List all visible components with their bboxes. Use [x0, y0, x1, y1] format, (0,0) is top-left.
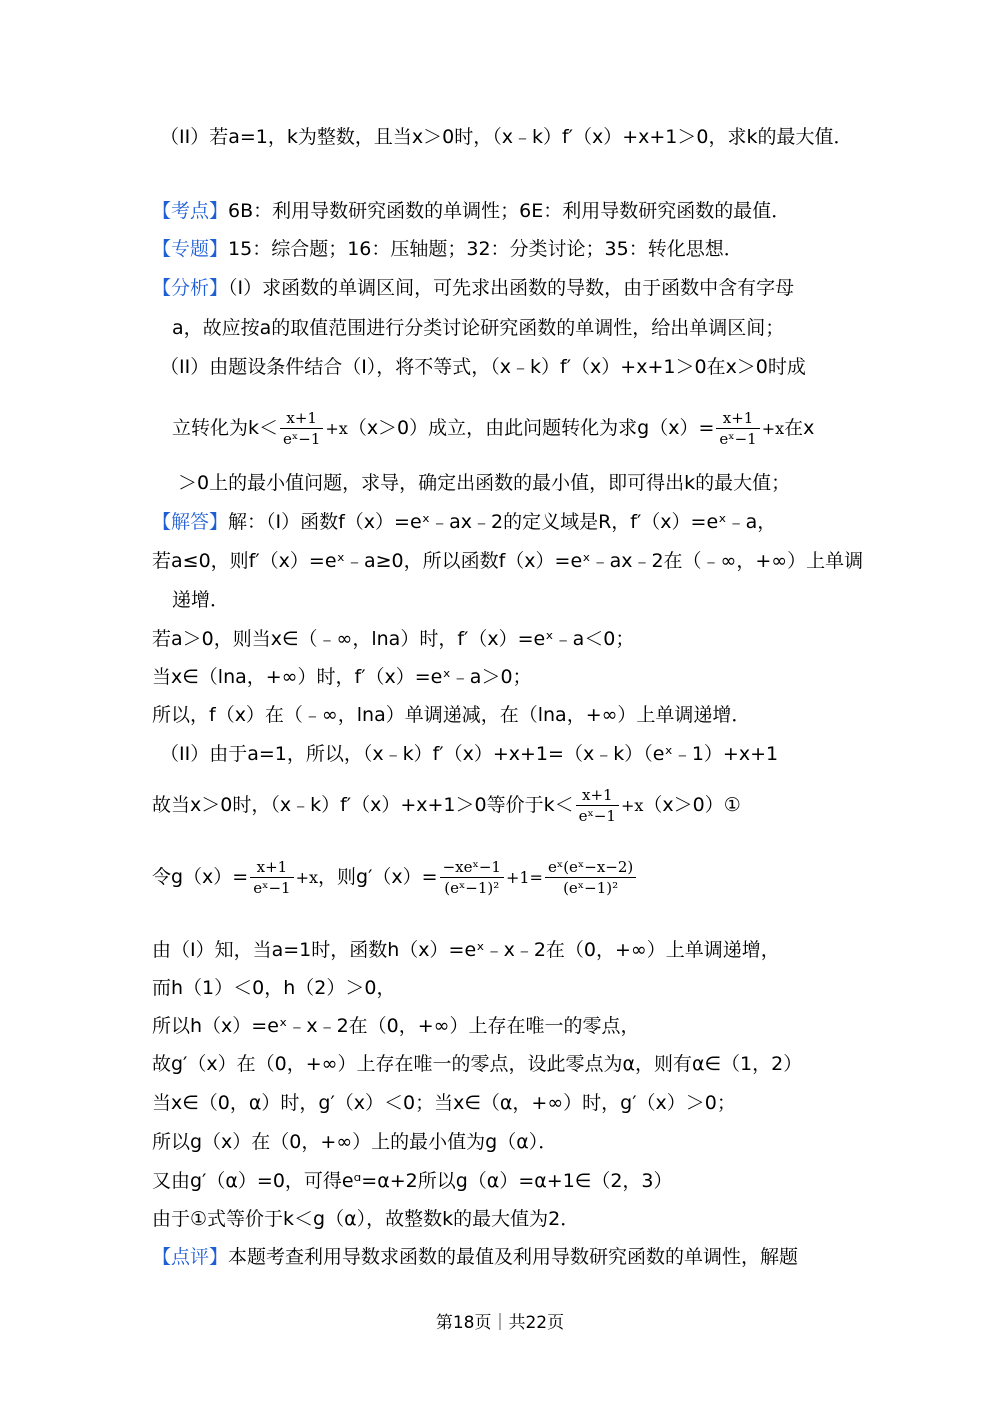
fraction-tail: +x	[295, 868, 319, 887]
fraction-numerator: x+1	[286, 409, 317, 427]
fraction-tail: +x	[620, 796, 644, 815]
fraction-denominator: eˣ−1	[250, 877, 293, 898]
jieda-line-12: 所以h（x）=eˣ﹣x﹣2在（0，+∞）上存在唯一的零点，	[152, 1015, 640, 1037]
fraction-tail: +x	[761, 419, 785, 438]
question-2: （II）若a=1，k为整数，且当x＞0时，（x﹣k）f′（x）+x+1＞0，求k的最大值．	[160, 126, 853, 148]
kaodian-text: 6B：利用导数研究函数的单调性；6E：利用导数研究函数的最值．	[228, 200, 791, 222]
zhuanti-tag: 【专题】	[152, 238, 229, 260]
fraction-tail: +x	[325, 419, 348, 438]
kaodian-line	[152, 198, 790, 224]
fraction-gprime-2	[545, 857, 636, 898]
fraction-denominator: eˣ−1	[716, 428, 759, 449]
fraction-denominator: (eˣ−1)²	[545, 877, 636, 898]
plus-one: +1=	[505, 868, 543, 887]
fraction-numerator: eˣ(eˣ−x−2)	[547, 858, 634, 876]
jieda-line-10: 由（I）知，当a=1时，函数h（x）=eˣ﹣x﹣2在（0，+∞）上单调递增，	[152, 939, 780, 961]
fenxi-tag: 【分析】	[152, 277, 229, 299]
jieda-line-4: 若a＞0，则当x∈（﹣∞，lna）时，f′（x）=eˣ﹣a＜0；	[152, 628, 635, 650]
fraction-denominator: eˣ−1	[576, 805, 619, 826]
jieda-line-1	[152, 509, 776, 535]
fenxi-line-1	[152, 275, 794, 301]
fenxi-line-3: （II）由题设条件结合（I），将不等式，（x﹣k）f′（x）+x+1＞0在x＞0时成	[160, 356, 806, 378]
dianping-text: 本题考查利用导数求函数的最值及利用导数研究函数的单调性，解题	[228, 1246, 799, 1268]
jieda-line-8	[152, 779, 741, 832]
fraction-k-bound-2	[576, 785, 619, 826]
fraction-g	[716, 408, 759, 449]
fraction-numerator: x+1	[722, 409, 754, 427]
jieda-line-14: 当x∈（0，α）时，g′（x）＜0；当x∈（α，+∞）时，g′（x）＞0；	[152, 1092, 736, 1114]
zhuanti-text: 15：综合题；16：压轴题；32：分类讨论；35：转化思想．	[228, 238, 743, 260]
fenxi-text-1: （I）求函数的单调区间，可先求出函数的导数，由于函数中含有字母	[228, 277, 795, 299]
jieda-line-7: （II）由于a=1，所以，（x﹣k）f′（x）+x+1=（x﹣k）（eˣ﹣1）+x+1	[160, 743, 779, 765]
jieda-line-17: 由于①式等价于k＜g（α），故整数k的最大值为2．	[152, 1208, 580, 1230]
fraction-numerator: x+1	[256, 858, 288, 876]
fraction-k-bound	[280, 408, 323, 449]
fraction-denominator: eˣ−1	[280, 428, 323, 449]
fraction-numerator: x+1	[581, 786, 613, 804]
jieda-line-6: 所以，f（x）在（﹣∞，lna）单调递减，在（lna，+∞）上单调递增．	[152, 704, 751, 726]
fraction-denominator: (eˣ−1)²	[440, 877, 504, 898]
page-footer: 第18页｜共22页	[435, 1313, 565, 1333]
fenxi-line-2: a，故应按a的取值范围进行分类讨论研究函数的单调性，给出单调区间；	[172, 317, 785, 339]
dianping-line	[152, 1244, 798, 1270]
fenxi-text-4c: 在x	[784, 417, 815, 439]
fraction-g-def	[250, 857, 293, 898]
jieda-line-15: 所以g（x）在（0，+∞）上的最小值为g（α）．	[152, 1131, 558, 1153]
zhuanti-line	[152, 236, 743, 262]
fenxi-line-4	[172, 402, 814, 455]
dianping-tag: 【点评】	[152, 1246, 229, 1268]
jieda-line-9	[152, 851, 638, 904]
jieda-line-11: 而h（1）＜0，h（2）＞0，	[152, 977, 396, 999]
fraction-numerator: −xeˣ−1	[442, 858, 501, 876]
fenxi-text-4b: （x＞0）成立，由此问题转化为求g（x）=	[347, 417, 715, 439]
jieda-line-2: 若a≤0，则f′（x）=eˣ﹣a≥0，所以函数f（x）=eˣ﹣ax﹣2在（﹣∞，+∞）上单调	[152, 550, 864, 572]
jieda-line-16: 又由g′（α）=0，可得eᵅ=α+2所以g（α）=α+1∈（2，3）	[152, 1170, 673, 1192]
jieda-text-1: 解：（I）函数f（x）=eˣ﹣ax﹣2的定义域是R，f′（x）=eˣ﹣a，	[228, 511, 777, 533]
fraction-gprime-1	[440, 857, 504, 898]
jieda-text-9a: 令g（x）=	[152, 866, 249, 888]
jieda-text-8b: （x＞0）①	[643, 794, 741, 816]
jieda-tag: 【解答】	[152, 511, 229, 533]
jieda-line-13: 故g′（x）在（0，+∞）上存在唯一的零点，设此零点为α，则有α∈（1，2）	[152, 1053, 803, 1075]
fenxi-text-4a: 立转化为k＜	[172, 417, 279, 439]
fenxi-line-5: ＞0上的最小值问题，求导，确定出函数的最小值，即可得出k的最大值；	[178, 472, 791, 494]
jieda-text-9b: ，则g′（x）=	[318, 866, 438, 888]
jieda-line-5: 当x∈（lna，+∞）时，f′（x）=eˣ﹣a＞0；	[152, 666, 532, 688]
kaodian-tag: 【考点】	[152, 200, 229, 222]
jieda-line-3: 递增．	[172, 589, 230, 611]
jieda-text-8a: 故当x＞0时，（x﹣k）f′（x）+x+1＞0等价于k＜	[152, 794, 574, 816]
